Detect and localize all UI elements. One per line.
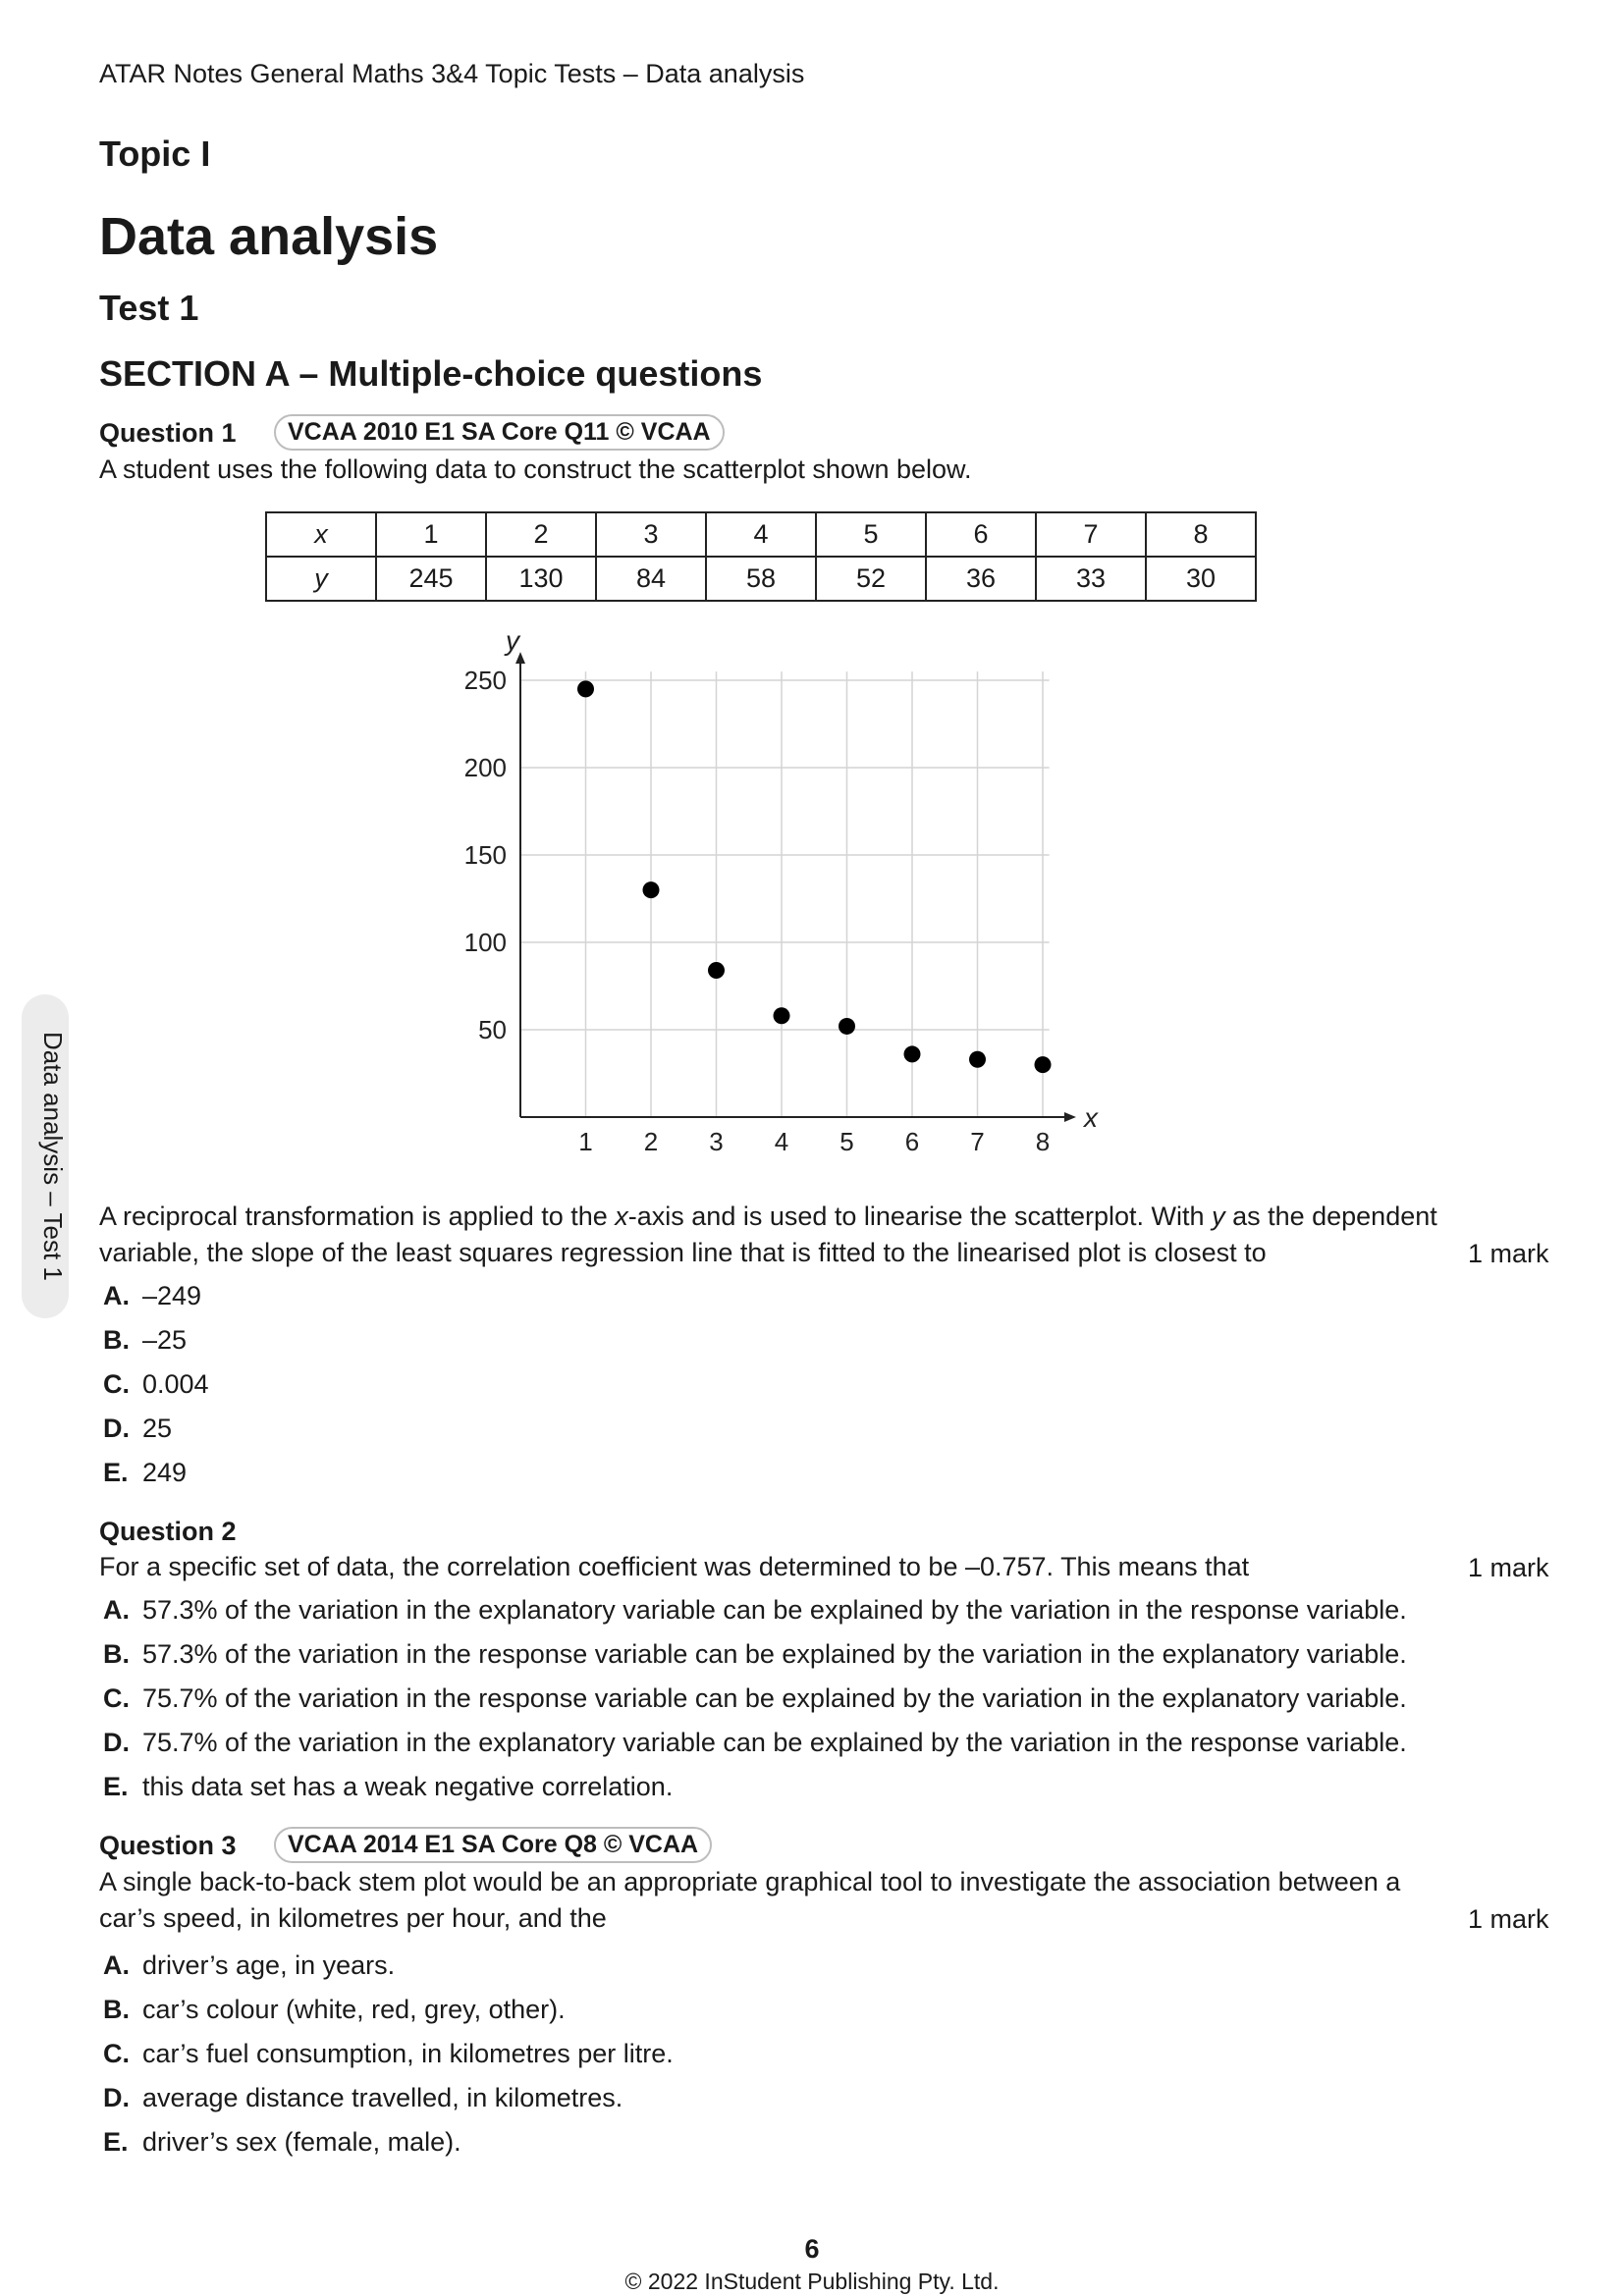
table-header-x: x xyxy=(266,512,376,557)
table-cell: 33 xyxy=(1036,557,1146,601)
table-cell: 58 xyxy=(706,557,816,601)
mark-label: 1 mark xyxy=(1468,1553,1549,1582)
table-cell: 3 xyxy=(596,512,706,557)
option-e xyxy=(99,1458,187,1488)
option-text: 75.7% of the variation in the response variable can be explained by the variation in the explanatory variable. xyxy=(142,1683,1407,1713)
variable-y: y xyxy=(1212,1201,1225,1231)
option-letter: C. xyxy=(103,1369,130,1399)
option-letter: E. xyxy=(103,2127,129,2157)
option-text: 75.7% of the variation in the explanatory variable can be explained by the variation in the response variable. xyxy=(142,1728,1407,1757)
option-b xyxy=(99,1639,1407,1670)
page-number: 6 xyxy=(804,2234,820,2264)
option-d xyxy=(99,1728,1407,1758)
table-cell: 5 xyxy=(816,512,926,557)
page-title: Data analysis xyxy=(99,207,439,266)
data-point xyxy=(774,1007,790,1024)
option-letter: B. xyxy=(103,1325,130,1355)
option-text: –249 xyxy=(142,1281,202,1310)
option-text: driver’s sex (female, male). xyxy=(142,2127,461,2157)
option-letter: D. xyxy=(103,1414,130,1443)
question-label: Question 1 xyxy=(99,418,237,448)
table-cell: 84 xyxy=(596,557,706,601)
x-tick-label: 8 xyxy=(1035,1127,1051,1156)
data-point xyxy=(577,680,594,697)
option-text: 0.004 xyxy=(142,1369,209,1399)
question-label: Question 3 xyxy=(99,1831,237,1860)
option-d xyxy=(99,2083,623,2113)
table-cell: 6 xyxy=(926,512,1036,557)
mark-label: 1 mark xyxy=(1468,1904,1549,1934)
data-point xyxy=(1035,1056,1052,1073)
side-tab-label: Data analysis – Test 1 xyxy=(38,1032,68,1281)
table-cell: 36 xyxy=(926,557,1036,601)
x-tick-label: 1 xyxy=(578,1127,593,1156)
chart-axes xyxy=(504,625,1099,1133)
table-cell: 52 xyxy=(816,557,926,601)
option-b xyxy=(99,1325,187,1356)
x-axis-label: x xyxy=(1083,1102,1098,1133)
x-tick-label: 2 xyxy=(643,1127,659,1156)
option-text: average distance travelled, in kilometres. xyxy=(142,2083,623,2112)
option-letter: E. xyxy=(103,1772,129,1801)
option-text: car’s fuel consumption, in kilometres per litre. xyxy=(142,2039,674,2068)
data-point xyxy=(969,1051,986,1068)
y-tick-label: 200 xyxy=(463,753,507,782)
option-text: 57.3% of the variation in the response variable can be explained by the variation in the explanatory variable. xyxy=(142,1639,1407,1669)
section-heading: SECTION A – Multiple-choice questions xyxy=(99,353,763,394)
option-letter: A. xyxy=(103,1950,130,1980)
option-letter: D. xyxy=(103,1728,130,1757)
data-point xyxy=(643,881,660,898)
text-fragment: A reciprocal transformation is applied to the xyxy=(99,1201,616,1231)
question-3-header xyxy=(99,1829,712,1865)
option-text: 57.3% of the variation in the explanatory variable can be explained by the variation in the response variable. xyxy=(142,1595,1407,1625)
option-text: 25 xyxy=(142,1414,173,1443)
option-letter: B. xyxy=(103,1995,130,2024)
question-1-text-line-2: variable, the slope of the least squares regression line that is fitted to the linearised plot is closest to xyxy=(99,1238,1267,1267)
table-cell: 4 xyxy=(706,512,816,557)
option-letter: B. xyxy=(103,1639,130,1669)
option-c xyxy=(99,1369,209,1400)
question-2-text: For a specific set of data, the correlation coefficient was determined to be –0.757. This means that xyxy=(99,1552,1250,1581)
option-text: this data set has a weak negative correlation. xyxy=(142,1772,674,1801)
x-tick-label: 5 xyxy=(839,1127,854,1156)
question-2-label: Question 2 xyxy=(99,1517,237,1546)
y-tick-label: 250 xyxy=(463,666,507,695)
mark-label: 1 mark xyxy=(1468,1239,1549,1268)
table-cell: 130 xyxy=(486,557,596,601)
data-point xyxy=(904,1045,921,1062)
option-letter: D. xyxy=(103,2083,130,2112)
source-badge: VCAA 2014 E1 SA Core Q8 © VCAA xyxy=(274,1827,712,1863)
table-header-y: y xyxy=(266,557,376,601)
variable-x: x xyxy=(615,1201,628,1231)
option-a xyxy=(99,1595,1407,1626)
x-tick-label: 4 xyxy=(774,1127,789,1156)
option-b xyxy=(99,1995,566,2025)
data-point xyxy=(708,962,725,979)
option-text: car’s colour (white, red, grey, other). xyxy=(142,1995,566,2024)
table-cell: 7 xyxy=(1036,512,1146,557)
table-cell: 2 xyxy=(486,512,596,557)
table-cell: 30 xyxy=(1146,557,1256,601)
running-head: ATAR Notes General Maths 3&4 Topic Tests – Data analysis xyxy=(99,59,805,88)
option-text: driver’s age, in years. xyxy=(142,1950,396,1980)
source-badge: VCAA 2010 E1 SA Core Q11 © VCAA xyxy=(274,414,725,451)
option-c xyxy=(99,1683,1407,1714)
question-3-text-line-1: A single back-to-back stem plot would be an appropriate graphical tool to investigate the association between a xyxy=(99,1867,1401,1896)
y-axis-label: y xyxy=(506,625,519,657)
option-a xyxy=(99,1281,201,1311)
option-letter: C. xyxy=(103,1683,130,1713)
x-tick-label: 7 xyxy=(970,1127,985,1156)
y-tick-label: 50 xyxy=(478,1015,507,1044)
question-1-intro: A student uses the following data to construct the scatterplot shown below. xyxy=(99,454,972,484)
y-tick-label: 100 xyxy=(463,928,507,957)
copyright: © 2022 InStudent Publishing Pty. Ltd. xyxy=(624,2269,1000,2294)
question-1-text-line-1 xyxy=(99,1199,1437,1235)
option-letter: A. xyxy=(103,1595,130,1625)
option-e xyxy=(99,2127,461,2158)
option-e xyxy=(99,1772,673,1802)
option-a xyxy=(99,1950,395,1981)
option-letter: C. xyxy=(103,2039,130,2068)
option-text: 249 xyxy=(142,1458,188,1487)
text-fragment: -axis and is used to linearise the scatterplot. With xyxy=(627,1201,1213,1231)
chart-ticks xyxy=(464,666,1051,1156)
test-heading: Test 1 xyxy=(99,288,199,328)
x-axis-arrow xyxy=(1064,1112,1076,1122)
chart-points xyxy=(577,680,1052,1073)
table-cell: 1 xyxy=(376,512,486,557)
question-3-text-line-2: car’s speed, in kilometres per hour, and the xyxy=(99,1903,607,1933)
topic-heading: Topic I xyxy=(99,133,211,174)
option-letter: A. xyxy=(103,1281,130,1310)
x-tick-label: 6 xyxy=(904,1127,920,1156)
text-fragment: as the dependent xyxy=(1224,1201,1437,1231)
option-d xyxy=(99,1414,172,1444)
option-letter: E. xyxy=(103,1458,129,1487)
chart-grid xyxy=(520,671,1050,1117)
y-tick-label: 150 xyxy=(463,840,507,870)
table-cell: 8 xyxy=(1146,512,1256,557)
table-cell: 245 xyxy=(376,557,486,601)
data-point xyxy=(839,1018,855,1035)
option-c xyxy=(99,2039,674,2069)
x-tick-label: 3 xyxy=(709,1127,724,1156)
option-text: –25 xyxy=(142,1325,188,1355)
